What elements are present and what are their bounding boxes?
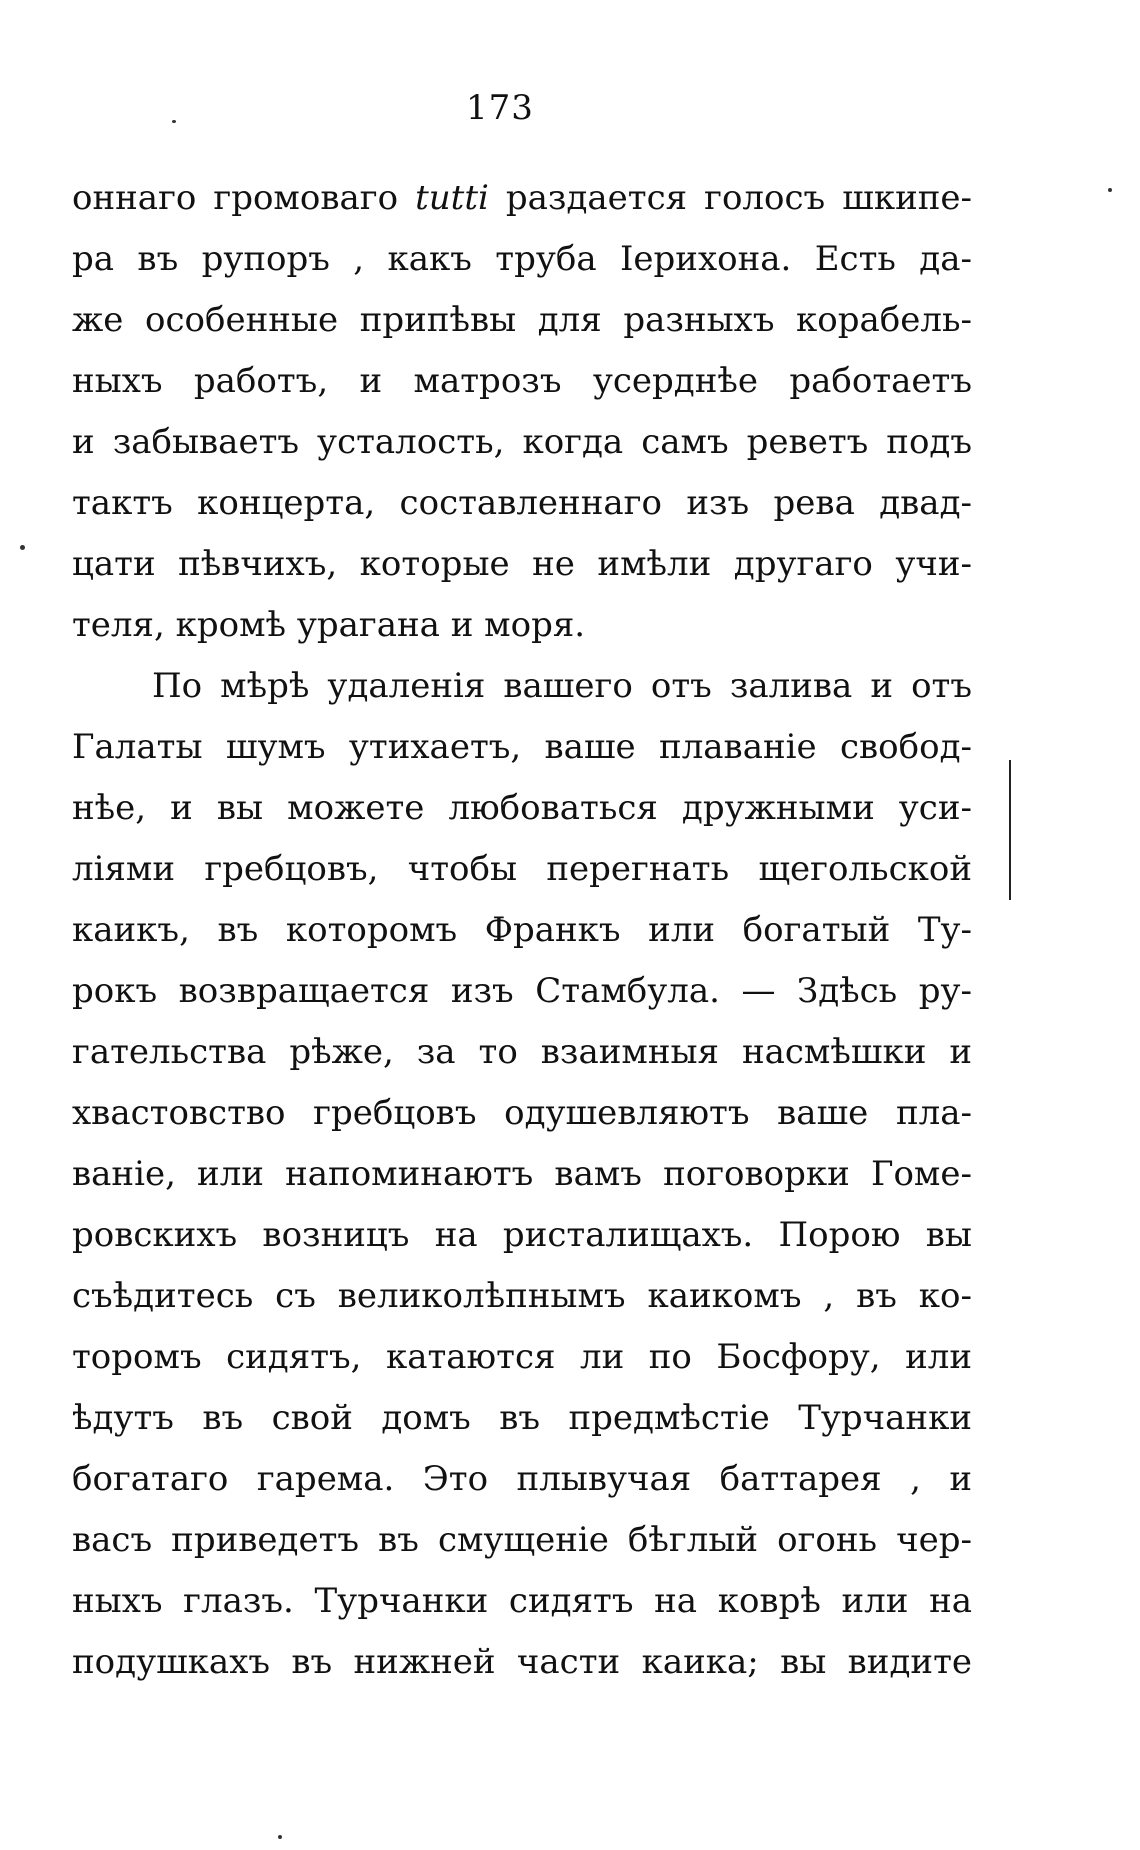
text-line: ліями гребцовъ, чтобы перегнать щегольской	[72, 849, 972, 889]
text-line: богатаго гарема. Это плывучая баттарея , и	[72, 1459, 972, 1499]
text-line: ѣдутъ въ свой домъ въ предмѣстіе Турчанки	[72, 1398, 972, 1438]
text-line: теля, кромѣ урагана и моря.	[72, 605, 586, 645]
text-line: хвастовство гребцовъ одушевляютъ ваше пла-	[72, 1093, 972, 1133]
scan-speck	[1108, 188, 1112, 192]
text-line: По мѣрѣ удаленія вашего отъ залива и отъ	[152, 666, 972, 706]
text-line: торомъ сидятъ, катаются ли по Босфору, или	[72, 1337, 972, 1377]
scan-speck	[172, 120, 176, 123]
text-line: съѣдитесь съ великолѣпнымъ каикомъ , въ ко-	[72, 1276, 972, 1316]
text-line: тактъ концерта, составленнаго изъ рева двад-	[72, 483, 972, 523]
text-line: гательства рѣже, за то взаимныя насмѣшки и	[72, 1032, 972, 1072]
text-span: раздается голосъ шкипе-	[488, 178, 972, 218]
italic-term: tutti	[415, 178, 489, 218]
text-line: ныхъ работъ, и матрозъ усерднѣе работаетъ	[72, 361, 972, 401]
page-number: 173	[466, 88, 534, 128]
text-line: ваніе, или напоминаютъ вамъ поговорки Гоме-	[72, 1154, 972, 1194]
scan-speck	[20, 545, 25, 550]
text-line: ра въ рупоръ , какъ труба Іерихона. Есть да-	[72, 239, 972, 279]
text-line: цати пѣвчихъ, которые не имѣли другаго учи-	[72, 544, 972, 584]
text-line: подушкахъ въ нижней части каика; вы видите	[72, 1642, 972, 1682]
text-line: васъ приведетъ въ смущеніе бѣглый огонь чер-	[72, 1520, 972, 1560]
text-line: ныхъ глазъ. Турчанки сидятъ на коврѣ или на	[72, 1581, 972, 1621]
margin-mark	[1009, 760, 1011, 900]
text-line: каикъ, въ которомъ Франкъ или богатый Ту-	[72, 910, 972, 950]
scan-speck	[278, 1835, 282, 1839]
text-line: нѣе, и вы можете любоваться дружными уси-	[72, 788, 972, 828]
body-text	[72, 168, 972, 1693]
text-span: оннаго громоваго	[72, 178, 416, 218]
text-line: ровскихъ возницъ на ристалищахъ. Порою вы	[72, 1215, 972, 1255]
text-line	[72, 168, 972, 229]
text-line: рокъ возвращается изъ Стамбула. — Здѣсь ру-	[72, 971, 972, 1011]
text-line: Галаты шумъ утихаетъ, ваше плаваніе свобод-	[72, 727, 972, 767]
text-line: и забываетъ усталость, когда самъ реветъ подъ	[72, 422, 972, 462]
text-line: же особенные припѣвы для разныхъ корабель-	[72, 300, 972, 340]
